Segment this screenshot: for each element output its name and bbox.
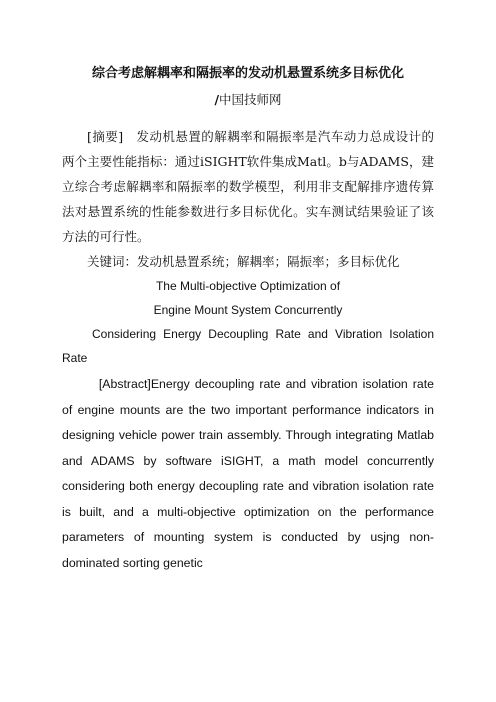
source-line (62, 90, 434, 110)
source-slash: / (214, 92, 220, 107)
english-abstract: [Abstract]Energy decoupling rate and vibration isolation rate of engine mounts are the two important performance indicators in designing vehicle power train assembly. Through integrating Matlab and ADAMS by software iSIGHT, a math model concurrently considering both energy decoupling rate and vibration isolation rate is built, and a multi-objective optimization on the performance parameters of mounting system is conducted by usjng non-dominated sorting genetic (62, 377, 434, 570)
english-title-line-1: The Multi-objective Optimization of (155, 279, 341, 293)
english-title-line-3: Considering Energy Decoupling Rate and Vibration Isolation Rate (62, 327, 434, 365)
chinese-title: 综合考虑解耦率和隔振率的发动机悬置系统多目标优化 (91, 66, 404, 81)
english-title-line-2: Engine Mount System Concurrently (153, 303, 343, 317)
document-page (62, 56, 434, 576)
chinese-abstract: [摘要] 发动机悬置的解耦率和隔振率是汽车动力总成设计的两个主要性能指标：通过iSIGHT软件集成Matl。b与ADAMS，建立综合考虑解耦率和隔振率的数学模型，利用非支配解排序遗传算法对悬置系统的性能参数进行多目标优化。实车测试结果验证了该方法的可行性。 (62, 129, 434, 244)
chinese-keywords: 关键词：发动机悬置系统；解耦率；隔振率；多目标优化 (87, 254, 400, 269)
source-name: 中国技师网 (219, 92, 282, 107)
